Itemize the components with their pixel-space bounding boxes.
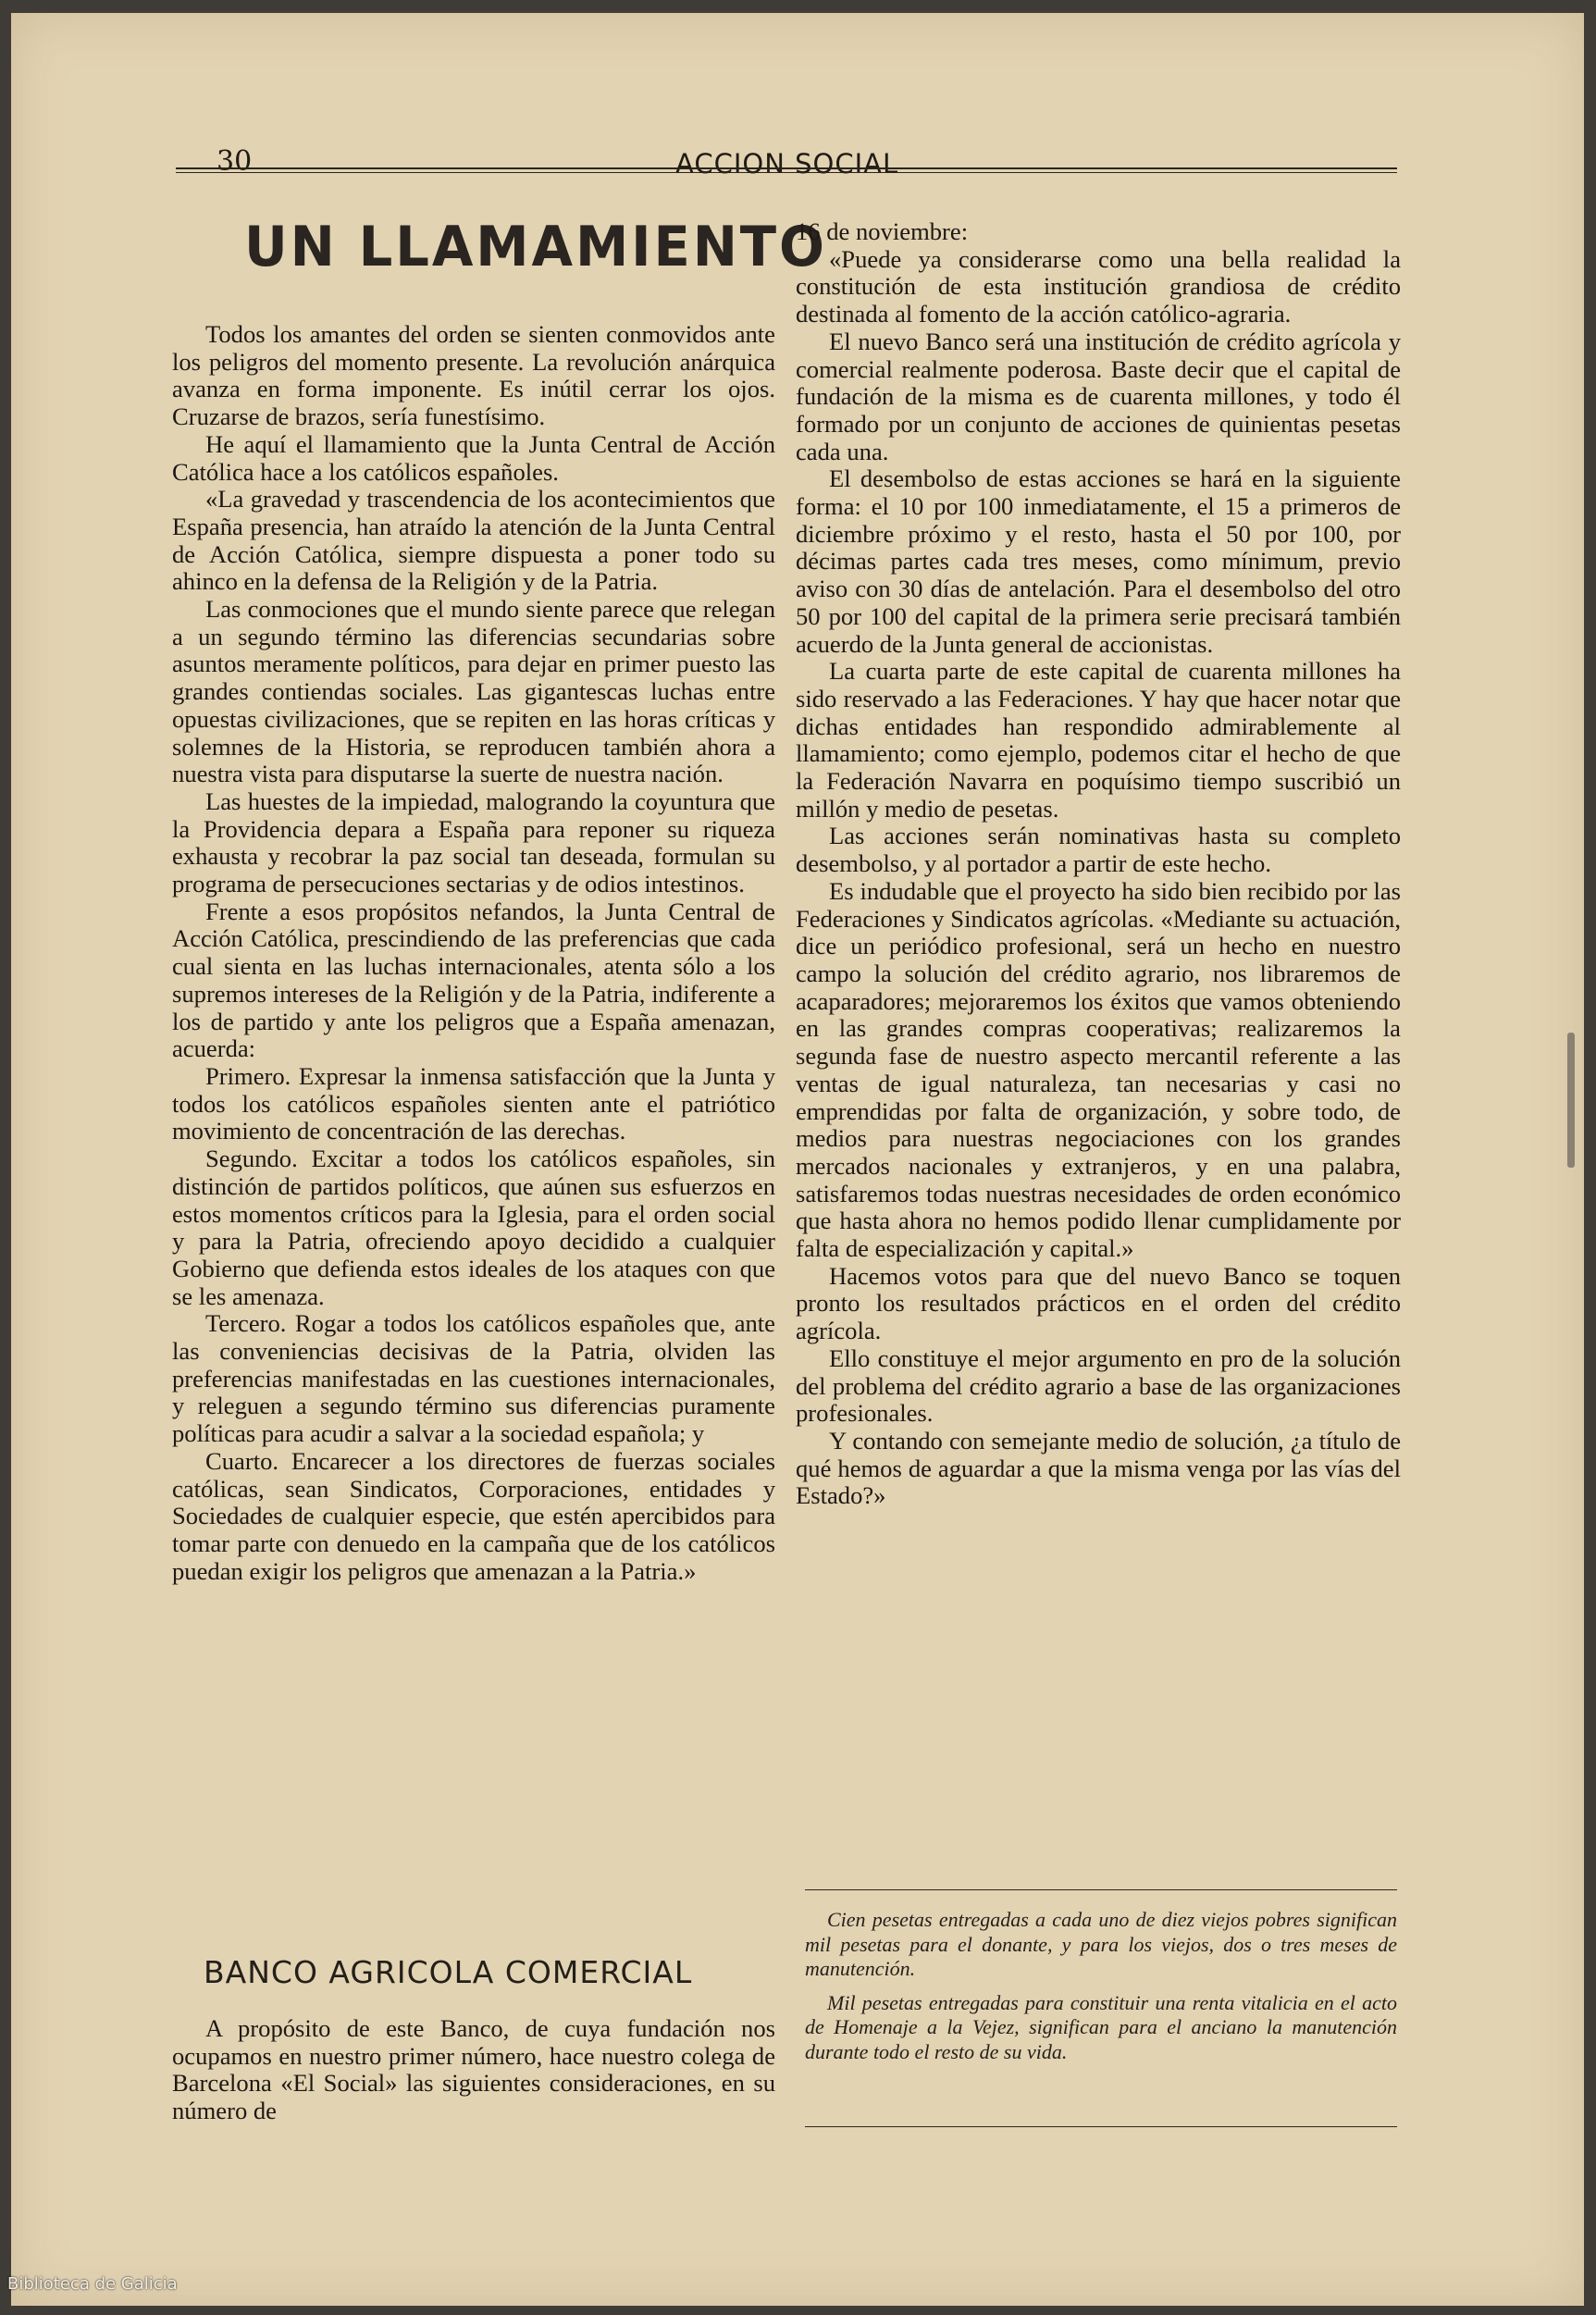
paragraph: Tercero. Rogar a todos los católicos españoles que, ante las conveniencias decisivas de la Patria, olviden las preferencias manifestadas en las cuestiones internacionales, y releguen a segundo término sus diferencias puramente políticas para acudir a salvar a la sociedad española; y [172, 1309, 775, 1448]
paragraph: Todos los amantes del orden se sienten conmovidos ante los peligros del momento presente. La revolución anárquica avanza en forma imponente. Es inútil cerrar los ojos. Cruzarse de brazos, sería funestísimo. [172, 320, 775, 431]
running-head: ACCION SOCIAL [675, 148, 899, 180]
paragraph: Y contando con semejante medio de solución, ¿a título de qué hemos de aguardar a que la misma venga por las vías del Estado?» [796, 1426, 1401, 1510]
note-rule-top [805, 1889, 1397, 1890]
paragraph: A propósito de este Banco, de cuya fundación nos ocupamos en nuestro primer número, hace nuestro colega de Barcelona «El Social» las siguientes consideraciones, en su número de [172, 2014, 775, 2125]
header-rule [176, 167, 1397, 169]
paragraph: El desembolso de estas acciones se hará en la siguiente forma: el 10 por 100 inmediatamente, el 15 a primeros de diciembre próximo y el resto, hasta el 50 por 100, por décimas partes cada tres meses, como mínimum, previo aviso con 30 días de antelación. Para el desembolso del otro 50 por 100 del capital de la primera serie precisará también acuerdo de la Junta general de accionistas. [796, 464, 1401, 658]
paragraph: El nuevo Banco será una institución de crédito agrícola y comercial realmente poderosa. Baste decir que el capital de fundación de la misma es de cuarenta millones, y todo él formado por un conjunto de acciones de quinientas pesetas cada una. [796, 327, 1401, 465]
article-intro [172, 2015, 775, 2125]
library-watermark: Biblioteca de Galicia [7, 2274, 178, 2294]
paragraph: Las conmociones que el mundo siente parece que relegan a un segundo término las diferencias secundarias sobre asuntos meramente políticos, para dejar en primer puesto las grandes contiendas sociales. Las gigantescas luchas entre opuestas civilizaciones, que se repiten en las horas críticas y solemnes de la Historia, se reproducen también ahora a nuestra vista para disputarse la suerte de nuestra nación. [172, 595, 775, 788]
paragraph: La cuarta parte de este capital de cuarenta millones ha sido reservado a las Federaciones. Y hay que hacer notar que dichas entidades han respondido admirablemente al llamamiento; como ejemplo, podemos citar el hecho de que la Federación Navarra en poquísimo tiempo suscribió un millón y medio de pesetas. [796, 657, 1401, 823]
header-rule-thin [176, 172, 1397, 173]
notice-box [805, 1908, 1397, 2074]
paragraph: Cuarto. Encarecer a los directores de fuerzas sociales católicas, sean Sindicatos, Corporaciones, entidades y Sociedades de cualquier especie, que estén apercibidos para tomar parte con denuedo en la campaña que de los católicos puedan exigir los peligros que amenazan a la Patria.» [172, 1446, 775, 1585]
page-number: 30 [217, 145, 253, 178]
paragraph: Hacemos votos para que del nuevo Banco se toquen pronto los resultados prácticos en el orden del crédito agrícola. [796, 1261, 1401, 1345]
paragraph: Las huestes de la impiedad, malogrando la coyuntura que la Providencia depara a España para reponer su riqueza exhausta y recobrar la paz social tan deseada, formulan su programa de persecuciones sectarias y de odios intestinos. [172, 786, 775, 898]
section-title: BANCO AGRICOLA COMERCIAL [204, 1954, 693, 1990]
paragraph: Frente a esos propósitos nefandos, la Junta Central de Acción Católica, prescindiendo de las preferencias que cada cual sienta en las luchas internacionales, atenta sólo a los supremos intereses de la Religión y de la Patria, indiferente a los de partido y ante los peligros que a España amenazan, acuerda: [172, 897, 775, 1063]
binding-mark [1567, 1033, 1575, 1168]
paragraph: Ello constituye el mejor argumento en pro de la solución del problema del crédito agrario a base de las organizaciones profesionales. [796, 1343, 1401, 1428]
notice-text: Cien pesetas entregadas a cada uno de diez viejos pobres significan mil pesetas para el donante, y para los viejos, dos o tres meses de manutención. [805, 1908, 1397, 1980]
paragraph: He aquí el llamamiento que la Junta Central de Acción Católica hace a los católicos españoles. [172, 429, 775, 486]
article-body-right [796, 218, 1401, 1510]
paragraph: Las acciones serán nominativas hasta su completo desembolso, y al portador a partir de este hecho. [796, 822, 1401, 878]
paragraph-continuation: 16 de noviembre: [796, 217, 969, 245]
paragraph: Primero. Expresar la inmensa satisfacción que la Junta y todos los católicos españoles sienten ante el patriótico movimiento de concentración de las derechas. [172, 1061, 775, 1145]
paragraph: «La gravedad y trascendencia de los acontecimientos que España presencia, han atraído la atención de la Junta Central de Acción Católica, siempre dispuesta a poner todo su ahinco en la defensa de la Religión y de la Patria. [172, 485, 775, 596]
note-rule-bottom [805, 2126, 1397, 2127]
article-title: UN LLAMAMIENTO [244, 215, 827, 279]
paragraph: Segundo. Excitar a todos los católicos españoles, sin distinción de partidos políticos, que aúnen sus esfuerzos en estos momentos críticos para la Iglesia, para el orden social y para la Patria, ofreciendo apoyo decidido a cualquier Gobierno que defienda estos ideales de los ataques con que se les amenaza. [172, 1145, 775, 1310]
notice-text: Mil pesetas entregadas para constituir una renta vitalicia en el acto de Homenaje a la Vejez, significan para el anciano la manutención durante todo el resto de su vida. [805, 1990, 1397, 2063]
paragraph: Es indudable que el proyecto ha sido bien recibido por las Federaciones y Sindicatos agrícolas. «Mediante su actuación, dice un periódico profesional, será un hecho en nuestro campo la solución del crédito agrario, nos libraremos de acaparadores; mejoraremos los éxitos que vamos obteniendo en las grandes compras cooperativas; realizaremos la segunda fase de nuestro aspecto mercantil referente a las ventas de igual naturaleza, tan necesarias y casi no emprendidas por falta de organización, y sobre todo, de medios para nuestras negociaciones con los grandes mercados nacionales y extranjeros, y en una palabra, satisfaremos todas nuestras necesidades de orden económico que hasta ahora no hemos podido llenar cumplidamente por falta de especialización y capital.» [796, 876, 1401, 1263]
article-body-left [172, 321, 775, 1585]
paragraph: «Puede ya considerarse como una bella realidad la constitución de esta institución grandiosa de crédito destinada al fomento de la acción católico-agraria. [796, 244, 1401, 328]
